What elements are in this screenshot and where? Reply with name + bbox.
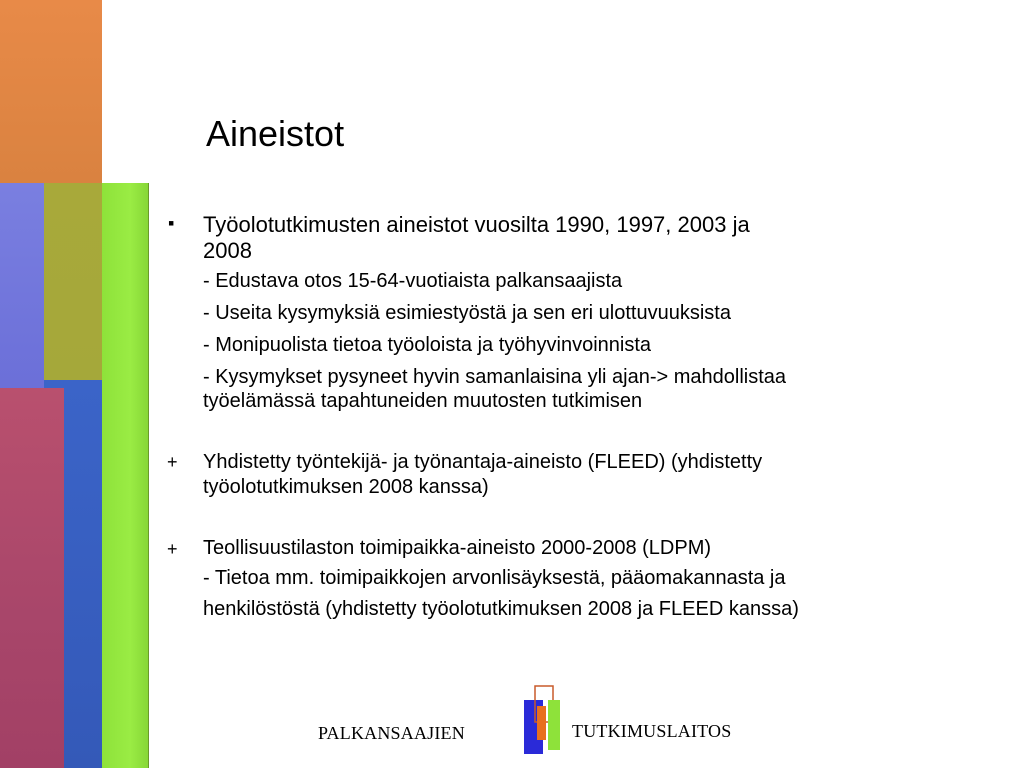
item2-text-line1: Yhdistetty työntekijä- ja työnantaja-aineisto (FLEED) (yhdistetty	[203, 451, 763, 473]
slide-title: Aineistot	[206, 113, 345, 154]
logo-orange-bar	[537, 706, 546, 740]
item2-text-line2: työolotutkimuksen 2008 kanssa)	[203, 476, 489, 498]
organization-logo-icon	[523, 684, 563, 754]
decor-bar-edge	[148, 183, 149, 768]
item3-sub1: - Tietoa mm. toimipaikkojen arvonlisäyksestä, pääomakannasta ja	[203, 567, 786, 589]
decor-bar-green	[102, 183, 149, 768]
plus-marker-icon: +	[167, 452, 178, 472]
item1-text-line1: Työolotutkimusten aineistot vuosilta 1990, 1997, 2003 ja	[203, 212, 750, 237]
logo-text-right: TUTKIMUSLAITOS	[572, 721, 732, 741]
item3-text-line1: Teollisuustilaston toimipaikka-aineisto 2000-2008 (LDPM)	[203, 537, 712, 559]
item3-sub2: henkilöstöstä (yhdistetty työolotutkimuksen 2008 ja FLEED kanssa)	[203, 598, 799, 620]
item1-sub1: - Edustava otos 15-64-vuotiaista palkansaajista	[203, 270, 623, 292]
plus-marker-icon: +	[167, 539, 178, 559]
decor-bar-pink	[0, 388, 64, 768]
logo-text-left: PALKANSAAJIEN	[318, 723, 465, 743]
item1-text-line2: 2008	[203, 238, 252, 263]
item1-sub3: - Monipuolista tietoa työoloista ja työhyvinvoinnista	[203, 334, 652, 356]
logo-green-bar	[548, 700, 560, 750]
decor-bar-violet	[0, 183, 44, 393]
bullet-square-icon: ▪	[168, 213, 175, 233]
item1-sub2: - Useita kysymyksiä esimiestyöstä ja sen eri ulottuvuuksista	[203, 302, 731, 324]
item1-sub4-line2: työelämässä tapahtuneiden muutosten tutkimisen	[203, 390, 643, 412]
item1-sub4-line1: - Kysymykset pysyneet hyvin samanlaisina yli ajan-> mahdollistaa	[203, 366, 787, 388]
